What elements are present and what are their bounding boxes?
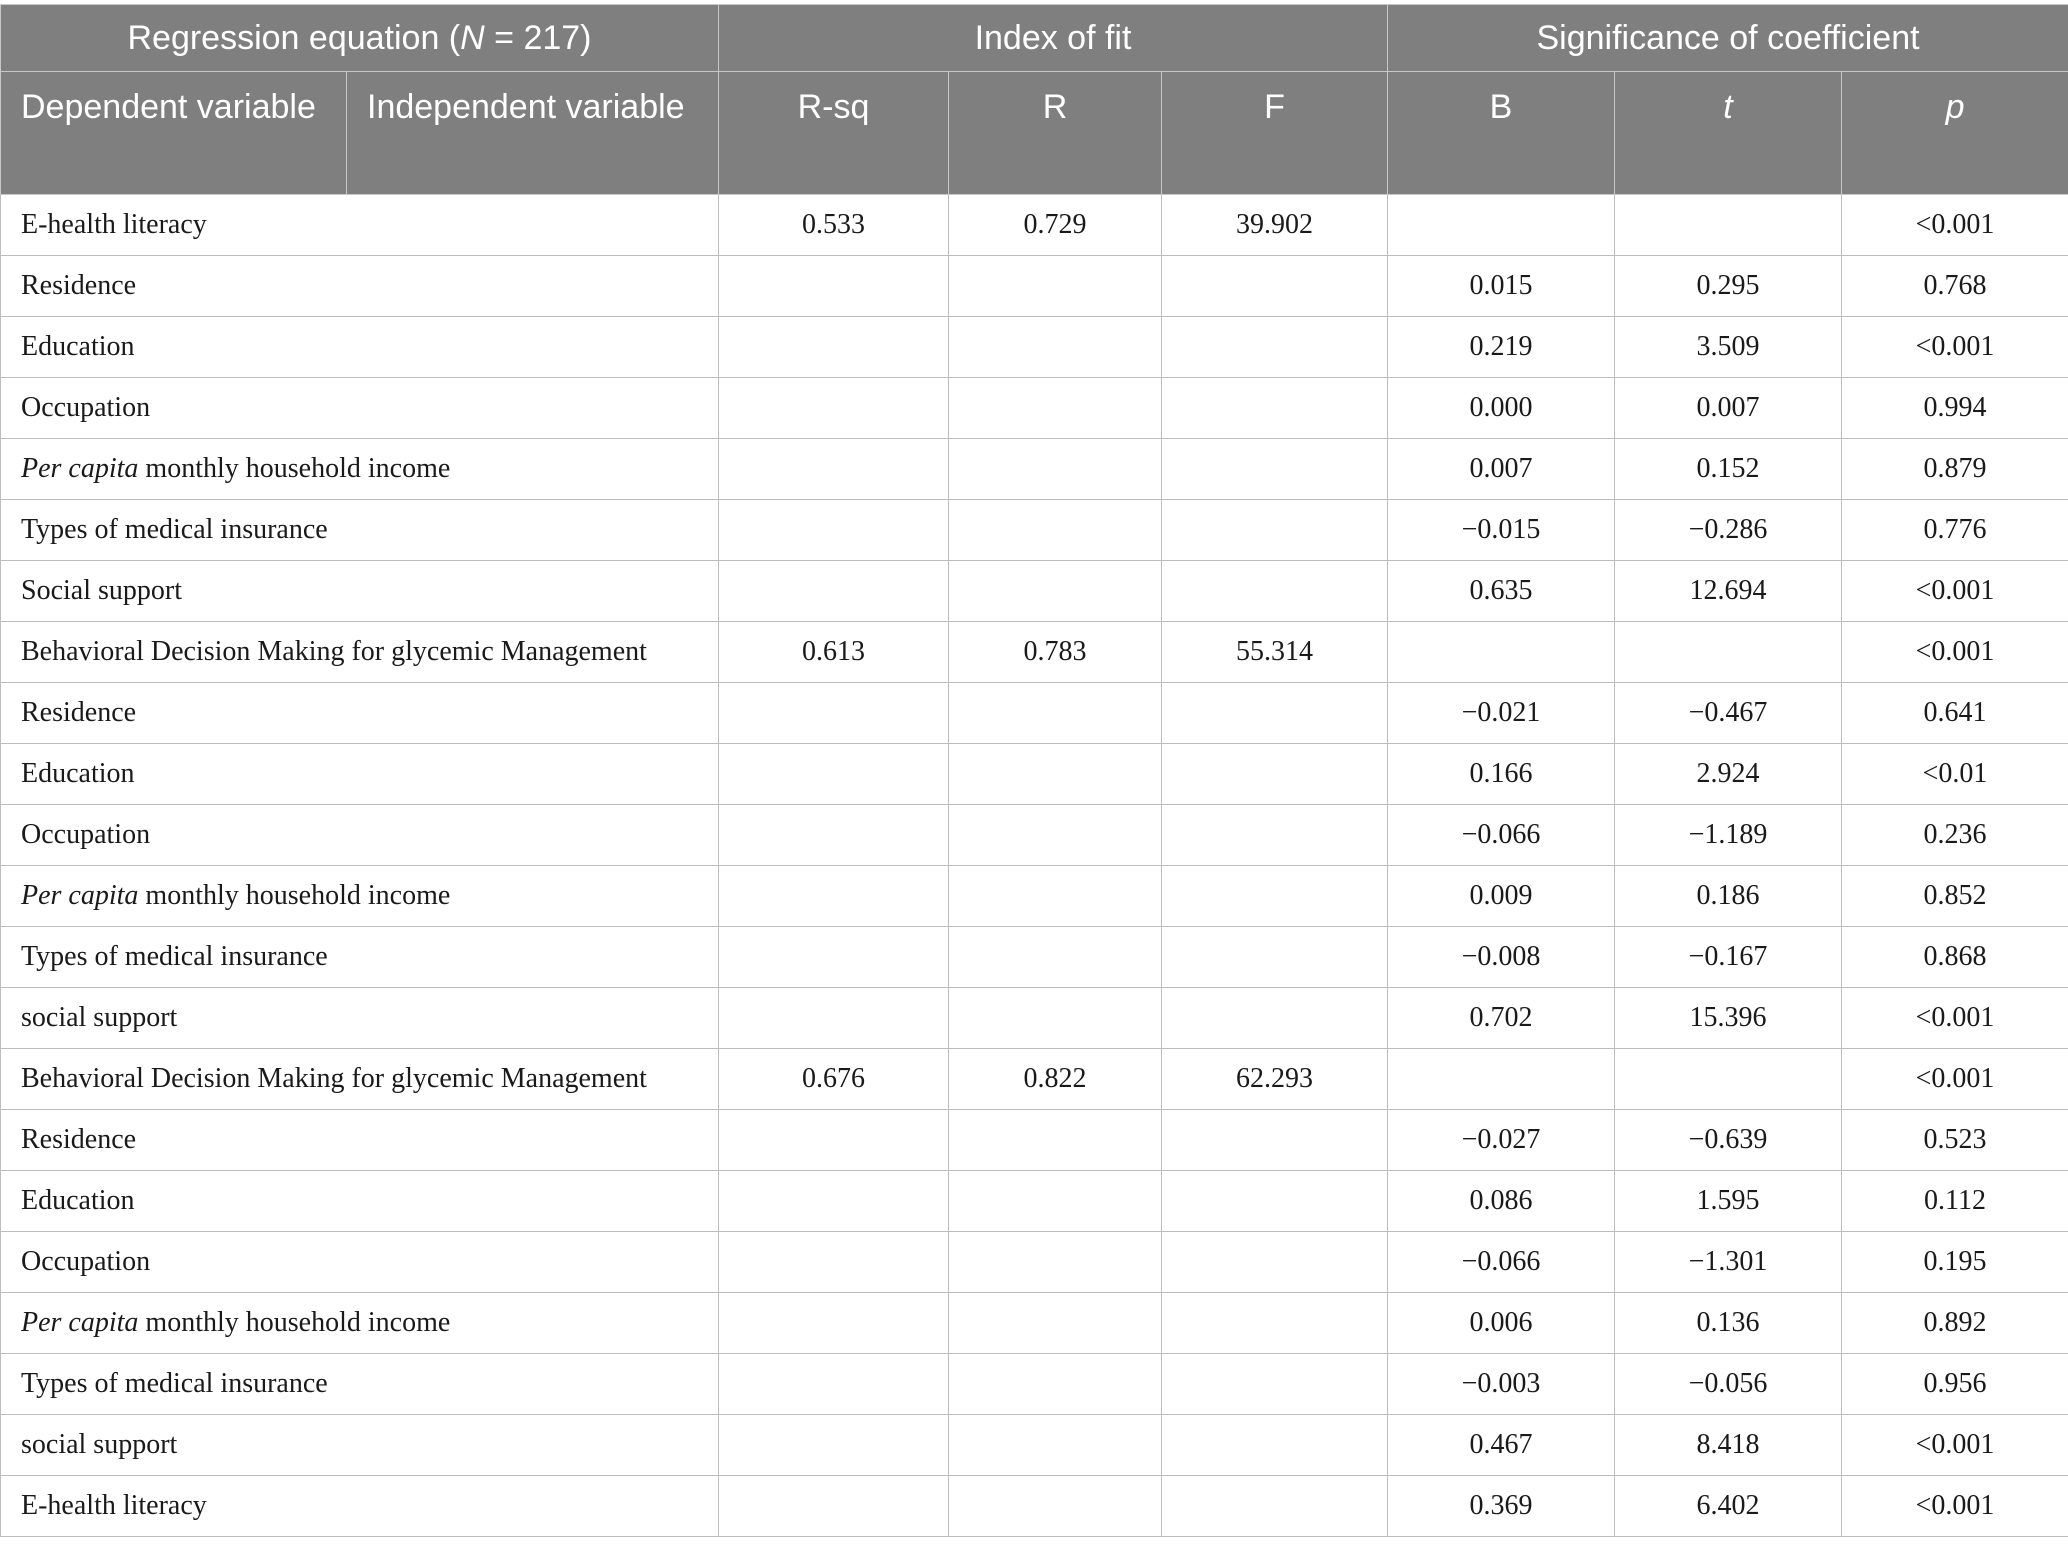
cell-r (949, 378, 1162, 439)
row-variable-label: E-health literacy (1, 1476, 719, 1537)
table-row (1, 1293, 2068, 1354)
table-row (1, 1110, 2068, 1171)
cell-t: 8.418 (1615, 1415, 1842, 1476)
cell-t (1615, 195, 1842, 256)
cell-f (1162, 1293, 1388, 1354)
cell-b (1388, 195, 1615, 256)
cell-b: −0.021 (1388, 683, 1615, 744)
row-variable-label: social support (1, 1415, 719, 1476)
row-variable-label: Behavioral Decision Making for glycemic Management (1, 622, 719, 683)
cell-r (949, 988, 1162, 1049)
cell-b: 0.166 (1388, 744, 1615, 805)
cell-f: 39.902 (1162, 195, 1388, 256)
cell-r: 0.783 (949, 622, 1162, 683)
cell-t: 0.152 (1615, 439, 1842, 500)
cell-r (949, 1476, 1162, 1537)
cell-rsq (719, 561, 949, 622)
row-variable-label: Residence (1, 256, 719, 317)
cell-t: −0.167 (1615, 927, 1842, 988)
cell-b: −0.066 (1388, 805, 1615, 866)
row-variable-label: Behavioral Decision Making for glycemic Management (1, 1049, 719, 1110)
cell-f (1162, 317, 1388, 378)
cell-rsq (719, 1232, 949, 1293)
header-f: F (1162, 72, 1388, 195)
cell-p: 0.195 (1842, 1232, 2068, 1293)
table-row (1, 439, 2068, 500)
cell-t: −0.467 (1615, 683, 1842, 744)
cell-p: 0.641 (1842, 683, 2068, 744)
cell-rsq: 0.533 (719, 195, 949, 256)
cell-t: −0.056 (1615, 1354, 1842, 1415)
cell-r (949, 927, 1162, 988)
cell-r (949, 561, 1162, 622)
table-row (1, 1415, 2068, 1476)
table-row (1, 622, 2068, 683)
cell-p: <0.01 (1842, 744, 2068, 805)
cell-r (949, 500, 1162, 561)
cell-rsq (719, 1171, 949, 1232)
regression-table (0, 4, 2068, 1537)
cell-b: −0.015 (1388, 500, 1615, 561)
cell-rsq (719, 805, 949, 866)
cell-t: 1.595 (1615, 1171, 1842, 1232)
cell-p: <0.001 (1842, 1049, 2068, 1110)
cell-p: <0.001 (1842, 988, 2068, 1049)
cell-t: 0.295 (1615, 256, 1842, 317)
cell-b: −0.027 (1388, 1110, 1615, 1171)
cell-b (1388, 622, 1615, 683)
cell-t (1615, 1049, 1842, 1110)
cell-p: 0.768 (1842, 256, 2068, 317)
row-variable-label: Education (1, 317, 719, 378)
cell-rsq (719, 378, 949, 439)
cell-p: 0.112 (1842, 1171, 2068, 1232)
cell-p: <0.001 (1842, 1476, 2068, 1537)
header-t: t (1615, 72, 1842, 195)
table-row (1, 927, 2068, 988)
cell-r (949, 683, 1162, 744)
header-significance: Significance of coefficient (1388, 5, 2068, 72)
cell-r (949, 1293, 1162, 1354)
row-variable-label: Residence (1, 683, 719, 744)
header-p: p (1842, 72, 2068, 195)
header-index-of-fit: Index of fit (719, 5, 1388, 72)
cell-rsq (719, 927, 949, 988)
table-row (1, 500, 2068, 561)
cell-t: 0.007 (1615, 378, 1842, 439)
cell-t: −0.639 (1615, 1110, 1842, 1171)
cell-b: −0.008 (1388, 927, 1615, 988)
cell-p: <0.001 (1842, 195, 2068, 256)
cell-p: 0.892 (1842, 1293, 2068, 1354)
cell-r (949, 1232, 1162, 1293)
row-variable-label: Per capita monthly household income (1, 439, 719, 500)
table-row (1, 256, 2068, 317)
header-regression-equation: Regression equation (N = 217) (1, 5, 719, 72)
cell-f (1162, 500, 1388, 561)
cell-b: 0.015 (1388, 256, 1615, 317)
cell-r (949, 439, 1162, 500)
cell-rsq (719, 439, 949, 500)
cell-rsq (719, 1415, 949, 1476)
row-variable-label: Types of medical insurance (1, 1354, 719, 1415)
header-dependent-variable: Dependent variable (1, 72, 347, 195)
cell-p: 0.868 (1842, 927, 2068, 988)
cell-f (1162, 988, 1388, 1049)
cell-rsq (719, 866, 949, 927)
cell-b (1388, 1049, 1615, 1110)
cell-f (1162, 378, 1388, 439)
cell-p: 0.852 (1842, 866, 2068, 927)
cell-f: 55.314 (1162, 622, 1388, 683)
cell-b: 0.006 (1388, 1293, 1615, 1354)
cell-p: 0.879 (1842, 439, 2068, 500)
cell-rsq (719, 256, 949, 317)
row-variable-label: Social support (1, 561, 719, 622)
cell-f (1162, 683, 1388, 744)
cell-t: 0.136 (1615, 1293, 1842, 1354)
cell-f (1162, 744, 1388, 805)
cell-rsq (719, 500, 949, 561)
cell-f (1162, 439, 1388, 500)
table-row (1, 866, 2068, 927)
cell-b: 0.635 (1388, 561, 1615, 622)
cell-t: 0.186 (1615, 866, 1842, 927)
cell-t: 15.396 (1615, 988, 1842, 1049)
cell-f (1162, 256, 1388, 317)
row-variable-label: social support (1, 988, 719, 1049)
cell-b: −0.066 (1388, 1232, 1615, 1293)
cell-p: <0.001 (1842, 1415, 2068, 1476)
cell-r (949, 256, 1162, 317)
cell-t: 6.402 (1615, 1476, 1842, 1537)
row-variable-label: Occupation (1, 1232, 719, 1293)
cell-t: 3.509 (1615, 317, 1842, 378)
header-rsq: R-sq (719, 72, 949, 195)
cell-r: 0.729 (949, 195, 1162, 256)
cell-b: 0.009 (1388, 866, 1615, 927)
table-row (1, 683, 2068, 744)
cell-t (1615, 622, 1842, 683)
cell-t: −1.189 (1615, 805, 1842, 866)
cell-rsq (719, 683, 949, 744)
row-variable-label: Education (1, 1171, 719, 1232)
cell-b: 0.467 (1388, 1415, 1615, 1476)
header-b: B (1388, 72, 1615, 195)
header-row-groups (1, 5, 2068, 72)
cell-p: <0.001 (1842, 317, 2068, 378)
cell-rsq: 0.676 (719, 1049, 949, 1110)
cell-f (1162, 1232, 1388, 1293)
cell-t: 12.694 (1615, 561, 1842, 622)
cell-f (1162, 927, 1388, 988)
cell-f (1162, 1110, 1388, 1171)
cell-b: 0.369 (1388, 1476, 1615, 1537)
cell-b: 0.086 (1388, 1171, 1615, 1232)
table-row (1, 561, 2068, 622)
cell-t: 2.924 (1615, 744, 1842, 805)
table-row (1, 1354, 2068, 1415)
table-row (1, 744, 2068, 805)
table-row (1, 195, 2068, 256)
row-variable-label: Types of medical insurance (1, 500, 719, 561)
header-row-columns (1, 72, 2068, 195)
cell-t: −1.301 (1615, 1232, 1842, 1293)
cell-b: 0.219 (1388, 317, 1615, 378)
cell-b: 0.000 (1388, 378, 1615, 439)
cell-r (949, 1354, 1162, 1415)
cell-r (949, 1415, 1162, 1476)
cell-p: <0.001 (1842, 561, 2068, 622)
cell-rsq (719, 1293, 949, 1354)
row-variable-label: Per capita monthly household income (1, 866, 719, 927)
table-row (1, 805, 2068, 866)
cell-p: 0.956 (1842, 1354, 2068, 1415)
cell-t: −0.286 (1615, 500, 1842, 561)
cell-p: 0.236 (1842, 805, 2068, 866)
table-row (1, 988, 2068, 1049)
cell-r (949, 317, 1162, 378)
table-row (1, 1476, 2068, 1537)
cell-f (1162, 1354, 1388, 1415)
cell-r: 0.822 (949, 1049, 1162, 1110)
cell-p: 0.523 (1842, 1110, 2068, 1171)
cell-f (1162, 1476, 1388, 1537)
cell-f (1162, 866, 1388, 927)
cell-rsq (719, 1476, 949, 1537)
table-row (1, 1049, 2068, 1110)
cell-b: 0.702 (1388, 988, 1615, 1049)
cell-b: 0.007 (1388, 439, 1615, 500)
header-r: R (949, 72, 1162, 195)
cell-f (1162, 1171, 1388, 1232)
cell-r (949, 805, 1162, 866)
cell-r (949, 866, 1162, 927)
row-variable-label: E-health literacy (1, 195, 719, 256)
cell-f: 62.293 (1162, 1049, 1388, 1110)
cell-f (1162, 1415, 1388, 1476)
header-independent-variable: Independent variable (347, 72, 719, 195)
cell-b: −0.003 (1388, 1354, 1615, 1415)
cell-f (1162, 561, 1388, 622)
cell-rsq (719, 1354, 949, 1415)
row-variable-label: Education (1, 744, 719, 805)
cell-rsq (719, 317, 949, 378)
table-row (1, 1232, 2068, 1293)
table-body (1, 195, 2068, 1537)
row-variable-label: Per capita monthly household income (1, 1293, 719, 1354)
cell-p: 0.776 (1842, 500, 2068, 561)
cell-p: <0.001 (1842, 622, 2068, 683)
cell-r (949, 1110, 1162, 1171)
cell-rsq (719, 744, 949, 805)
row-variable-label: Residence (1, 1110, 719, 1171)
cell-rsq: 0.613 (719, 622, 949, 683)
row-variable-label: Types of medical insurance (1, 927, 719, 988)
cell-f (1162, 805, 1388, 866)
row-variable-label: Occupation (1, 378, 719, 439)
table-row (1, 1171, 2068, 1232)
table-row (1, 378, 2068, 439)
table-row (1, 317, 2068, 378)
row-variable-label: Occupation (1, 805, 719, 866)
cell-r (949, 744, 1162, 805)
cell-rsq (719, 1110, 949, 1171)
cell-rsq (719, 988, 949, 1049)
cell-p: 0.994 (1842, 378, 2068, 439)
cell-r (949, 1171, 1162, 1232)
